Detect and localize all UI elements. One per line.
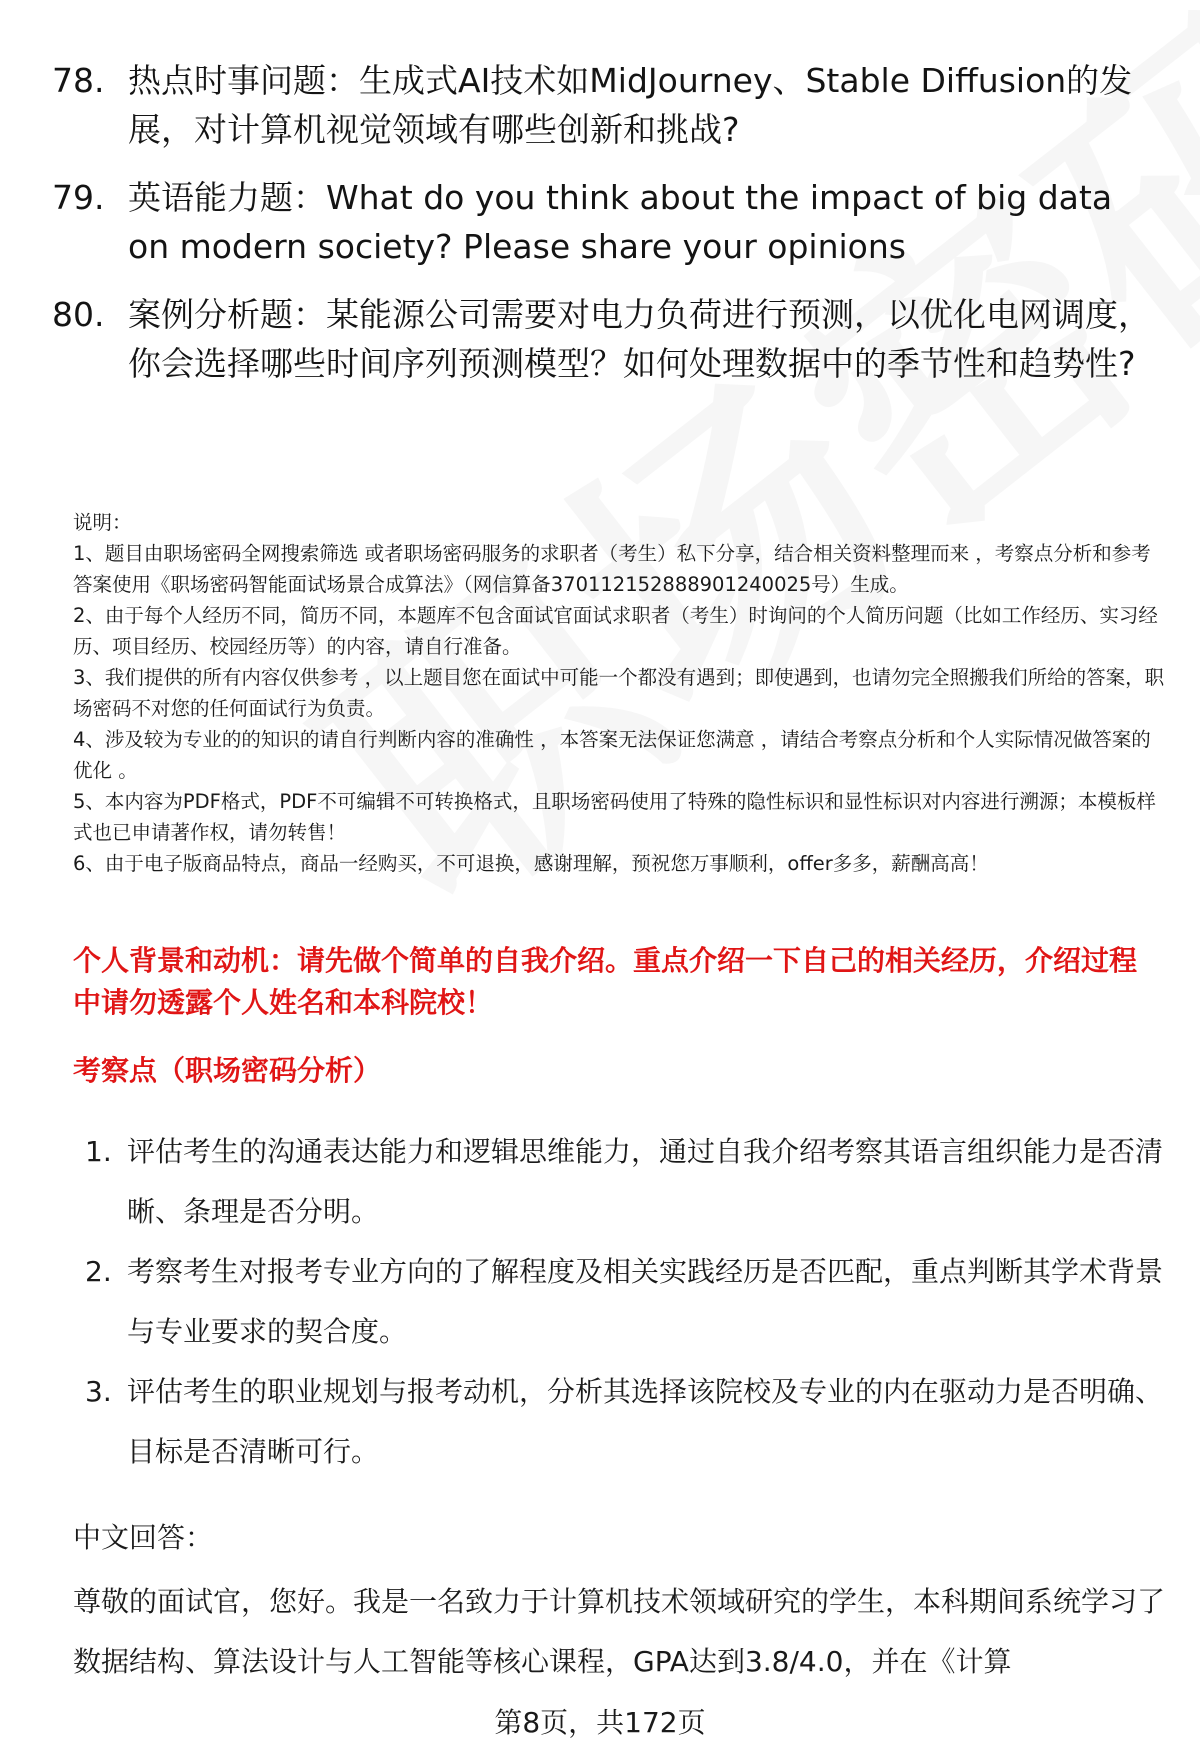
analysis-heading: 考察点（职场密码分析） — [73, 1054, 382, 1087]
list-number: 1. — [85, 1135, 112, 1168]
note-item-6: 6、由于电子版商品特点，商品一经购买，不可退换，感谢理解，预祝您万事顺利，offer多多，薪酬高高！ — [73, 852, 989, 875]
note-item-1: 1、题目由职场密码全网搜索筛选 或者职场密码服务的求职者（考生）私下分享，结合相关资料整理而来 ，考察点分析和参考答案使用《职场密码智能面试场景合成算法》（网信算备370112152888901240025号）生成。 — [73, 542, 1151, 596]
note-item-3: 3、我们提供的所有内容仅供参考 ，以上题目您在面试中可能一个都没有遇到；即使遇到，也请勿完全照搬我们所给的答案，职场密码不对您的任何面试行为负责。 — [73, 666, 1165, 720]
note-item-2: 2、由于每个人经历不同，简历不同，本题库不包含面试官面试求职者（考生）时询问的个人简历问题（比如工作经历、实习经历、项目经历、校园经历等）的内容，请自行准备。 — [73, 604, 1158, 658]
list-number: 3. — [85, 1375, 112, 1408]
question-text: 英语能力题：What do you think about the impact of big data on modern society? Please share your opinions — [128, 178, 1113, 266]
section-heading: 个人背景和动机：请先做个简单的自我介绍。重点介绍一下自己的相关经历，介绍过程中请勿透露个人姓名和本科院校！ — [73, 944, 1138, 1019]
question-80 — [52, 290, 1162, 388]
note-item-5: 5、本内容为PDF格式，PDF不可编辑不可转换格式，且职场密码使用了特殊的隐性标识和显性标识对内容进行溯源；本模板样式也已申请著作权，请勿转售！ — [73, 790, 1156, 844]
analysis-list — [73, 1122, 1168, 1482]
notes-title: 说明： — [73, 511, 132, 534]
question-79 — [52, 173, 1162, 271]
question-number: 80. — [52, 295, 105, 334]
list-text: 评估考生的沟通表达能力和逻辑思维能力，通过自我介绍考察其语言组织能力是否清晰、条理是否分明。 — [127, 1135, 1164, 1228]
list-item — [73, 1122, 1168, 1242]
note-item-4: 4、涉及较为专业的的知识的请自行判断内容的准确性 ，本答案无法保证您满意 ，请结合考察点分析和个人实际情况做答案的优化 。 — [73, 728, 1151, 782]
notes-block — [73, 507, 1168, 879]
page-footer: 第8页，共172页 — [494, 1706, 706, 1739]
list-text: 考察考生对报考专业方向的了解程度及相关实践经历是否匹配，重点判断其学术背景与专业要求的契合度。 — [127, 1255, 1164, 1348]
answer-body: 尊敬的面试官，您好。我是一名致力于计算机技术领域研究的学生，本科期间系统学习了数据结构、算法设计与人工智能等核心课程，GPA达到3.8/4.0，并在《计算 — [73, 1585, 1166, 1678]
list-number: 2. — [85, 1255, 112, 1288]
answer-label: 中文回答： — [73, 1521, 214, 1554]
question-number: 78. — [52, 61, 105, 100]
list-text: 评估考生的职业规划与报考动机，分析其选择该院校及专业的内在驱动力是否明确、目标是否清晰可行。 — [127, 1375, 1164, 1468]
list-item — [73, 1242, 1168, 1362]
question-78 — [52, 56, 1162, 154]
list-item — [73, 1362, 1168, 1482]
question-number: 79. — [52, 178, 105, 217]
question-text: 案例分析题：某能源公司需要对电力负荷进行预测，以优化电网调度，你会选择哪些时间序列预测模型？如何处理数据中的季节性和趋势性? — [128, 295, 1151, 383]
question-text: 热点时事问题：生成式AI技术如MidJourney、Stable Diffusion的发展，对计算机视觉领域有哪些创新和挑战? — [128, 61, 1133, 149]
